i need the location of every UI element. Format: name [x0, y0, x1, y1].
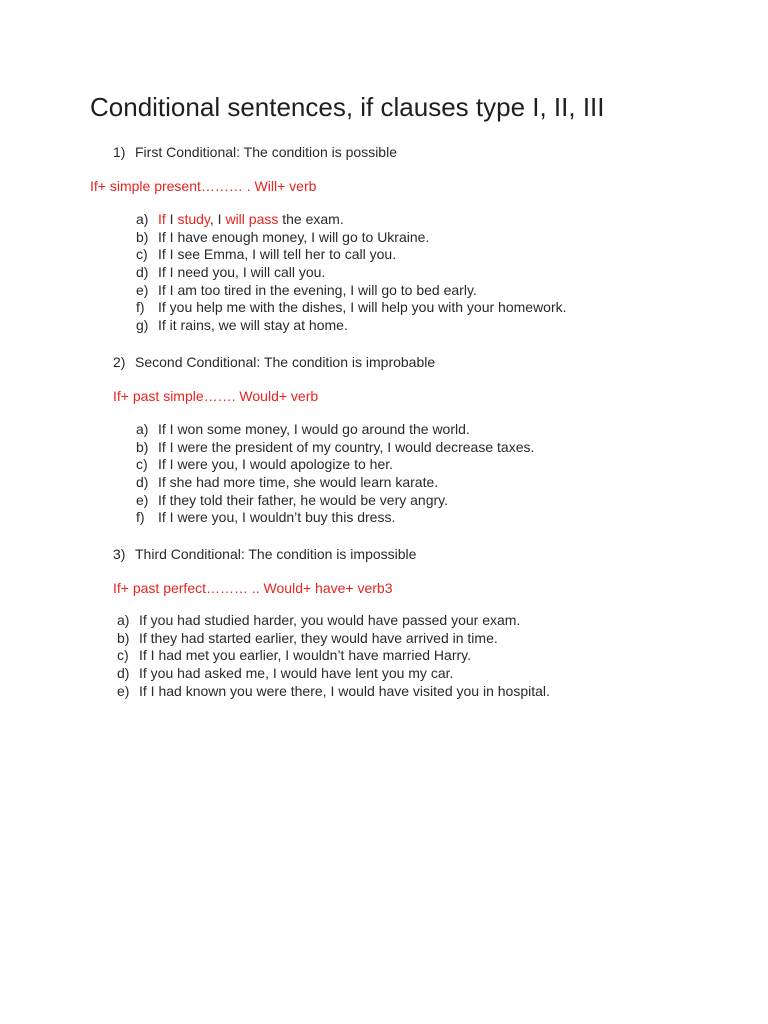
- section-heading-text: Third Conditional: The condition is impossible: [135, 546, 417, 562]
- item-text: If they told their father, he would be very angry.: [158, 491, 449, 508]
- item-letter: a): [136, 211, 149, 227]
- item-text: If they had started earlier, they would have arrived in time.: [139, 629, 498, 646]
- list-item: [117, 612, 550, 630]
- item-letter: b): [117, 629, 130, 646]
- item-text: If I were the president of my country, I would decrease taxes.: [158, 438, 535, 455]
- item-letter: b): [136, 228, 149, 245]
- list-item: [136, 246, 567, 264]
- formula-third: If+ past perfect……… .. Would+ have+ verb3: [113, 580, 393, 596]
- list-item: [136, 317, 567, 335]
- list-item: [117, 630, 550, 648]
- list-item: [117, 683, 550, 701]
- item-letter: e): [117, 682, 130, 699]
- item-letter: d): [117, 665, 130, 682]
- section-heading-text: Second Conditional: The condition is improbable: [135, 354, 436, 370]
- item-letter: c): [136, 246, 148, 263]
- item-text: If I had met you earlier, I wouldn’t have married Harry.: [139, 647, 471, 664]
- item-text: If you had asked me, I would have lent you my car.: [139, 665, 454, 682]
- section-number: 3): [113, 546, 126, 562]
- item-text: If I see Emma, I will tell her to call you.: [158, 246, 397, 263]
- item-text: If I had known you were there, I would have visited you in hospital.: [139, 682, 550, 699]
- list-item: [136, 264, 567, 282]
- item-letter: e): [136, 281, 149, 298]
- item-text: If I were you, I wouldn’t buy this dress.: [158, 509, 396, 526]
- item-text: If I won some money, I would go around the world.: [158, 421, 470, 437]
- section-heading-second: [113, 354, 435, 370]
- highlight-verb-study: study: [177, 211, 210, 227]
- list-item: [136, 474, 534, 492]
- item-letter: a): [136, 421, 149, 437]
- section-number: 1): [113, 144, 126, 160]
- examples-list-second: [136, 421, 534, 527]
- item-letter: d): [136, 474, 149, 491]
- list-item: [117, 665, 550, 683]
- list-item: [136, 439, 534, 457]
- section-heading-third: [113, 546, 416, 562]
- list-item: [136, 282, 567, 300]
- formula-first: If+ simple present……… . Will+ verb: [90, 178, 317, 194]
- examples-list-first: [136, 211, 567, 335]
- plain-text: I: [165, 211, 178, 227]
- item-text: If I need you, I will call you.: [158, 264, 326, 281]
- item-text: If it rains, we will stay at home.: [158, 317, 348, 334]
- item-letter: f): [136, 509, 145, 526]
- examples-list-third: [117, 612, 550, 700]
- list-item: [136, 421, 534, 439]
- item-letter: f): [136, 299, 145, 316]
- item-text: If I have enough money, I will go to Ukraine.: [158, 228, 430, 245]
- formula-second: If+ past simple……. Would+ verb: [113, 388, 319, 404]
- list-item: [136, 229, 567, 247]
- item-letter: a): [117, 612, 130, 628]
- section-heading-first: [113, 144, 397, 160]
- list-item: [136, 492, 534, 510]
- item-letter: d): [136, 264, 149, 281]
- item-text: If I were you, I would apologize to her.: [158, 456, 394, 473]
- item-text: If you help me with the dishes, I will help you with your homework.: [158, 299, 567, 316]
- item-letter: e): [136, 491, 149, 508]
- highlight-if: If: [158, 211, 166, 227]
- item-letter: g): [136, 317, 149, 334]
- page-title: Conditional sentences, if clauses type I, II, III: [90, 92, 605, 122]
- item-letter: c): [117, 647, 129, 664]
- item-text: If you had studied harder, you would have passed your exam.: [139, 612, 521, 628]
- item-letter: b): [136, 438, 149, 455]
- section-number: 2): [113, 354, 126, 370]
- plain-text: the exam.: [278, 211, 344, 227]
- list-item: [136, 211, 567, 229]
- list-item: [136, 456, 534, 474]
- item-text: If I am too tired in the evening, I will go to bed early.: [158, 281, 477, 298]
- item-text: If she had more time, she would learn karate.: [158, 474, 439, 491]
- item-letter: c): [136, 456, 148, 473]
- list-item: [136, 509, 534, 527]
- list-item: [117, 647, 550, 665]
- plain-text: , I: [209, 211, 226, 227]
- list-item: [136, 299, 567, 317]
- highlight-will-pass: will pass: [225, 211, 279, 227]
- section-heading-text: First Conditional: The condition is possible: [135, 144, 397, 160]
